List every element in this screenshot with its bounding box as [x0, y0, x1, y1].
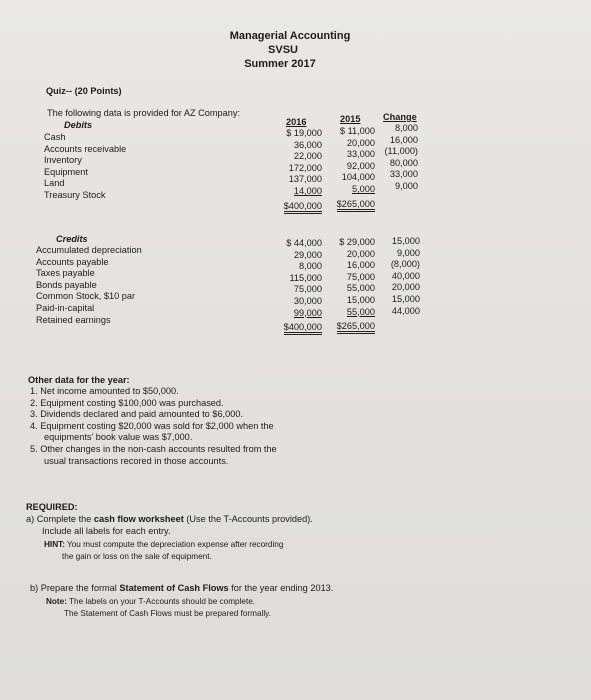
debit-label-treasury: Treasury Stock: [44, 189, 106, 200]
intro-text: The following data is provided for AZ Company:: [47, 108, 241, 118]
debit-2015-value: 104,000: [341, 172, 375, 183]
credit-2015-value: 75,000: [346, 271, 375, 282]
required-a-suffix: (Use the T-Accounts provided).: [183, 514, 313, 524]
debits-heading: Debits: [64, 120, 93, 130]
other-data-item-1: 1. Net income amounted to $50,000.: [30, 386, 179, 396]
credit-2015-value: 16,000: [346, 260, 375, 271]
debit-2015-value: $ 11,000: [339, 126, 375, 136]
required-b-bold: Statement of Cash Flows: [119, 583, 229, 593]
credits-2016-column: [262, 238, 322, 335]
required-a-line2: Include all labels for each entry.: [42, 526, 171, 536]
credit-2015-value: 15,000: [346, 294, 375, 305]
credit-2015-value: 55,000: [346, 283, 375, 294]
other-data-item-5-cont: usual transactions recored in those accounts.: [44, 456, 229, 466]
required-b: [30, 583, 333, 595]
credit-change-value: (8,000): [390, 259, 420, 270]
debit-2016-value: 14,000: [293, 185, 322, 196]
other-data-item-5: 5. Other changes in the non-cash accounts resulted from the: [30, 444, 277, 454]
required-a-prefix: a) Complete the: [26, 514, 94, 524]
debit-2015-value: 5,000: [352, 183, 375, 194]
col-change-header: Change: [383, 112, 417, 122]
credit-label-ap: Accounts payable: [36, 256, 109, 267]
col-2015-header: 2015: [340, 114, 361, 124]
debit-2015-value: 92,000: [346, 160, 375, 171]
debits-total-2015: $265,000: [337, 199, 375, 212]
other-data-item-4-cont: equipments' book value was $7,000.: [44, 432, 193, 442]
debit-label-land: Land: [44, 178, 65, 189]
school-name: SVSU: [268, 44, 298, 56]
debit-change-value: (11,000): [384, 146, 418, 157]
credit-2016-value: 115,000: [289, 272, 322, 283]
debit-label-cash: Cash: [44, 132, 66, 142]
credit-label-pic: Paid-in-capital: [36, 302, 95, 313]
credit-change-value: 40,000: [391, 270, 420, 281]
debits-2015-column: [318, 126, 375, 212]
required-a-bold: cash flow worksheet: [93, 514, 184, 524]
credit-label-accum-dep: Accumulated depreciation: [36, 245, 142, 255]
debit-2016-value: $ 19,000: [286, 128, 322, 138]
credits-labels: [36, 245, 142, 326]
debit-2016-value: 137,000: [288, 174, 322, 185]
debits-total-2016: $400,000: [284, 201, 322, 214]
debit-change-value: 8,000: [395, 123, 418, 133]
debit-2016-value: 36,000: [293, 139, 322, 150]
term: Summer 2017: [244, 58, 316, 70]
hint-label: HINT:: [44, 540, 65, 549]
credit-2015-value: $ 29,000: [339, 237, 375, 247]
credit-label-re: Retained earnings: [36, 314, 111, 325]
debit-change-value: 33,000: [389, 169, 418, 180]
debit-2016-value: 22,000: [293, 151, 322, 162]
credits-change-column: [378, 236, 420, 317]
credit-2016-value: 99,000: [293, 307, 322, 318]
credits-total-2016: $400,000: [284, 322, 322, 335]
credit-change-value: 15,000: [391, 293, 420, 304]
note-text: The labels on your T-Accounts should be complete.: [66, 597, 256, 606]
debit-label-equipment: Equipment: [44, 166, 88, 177]
credits-total-2015: $265,000: [337, 321, 375, 334]
other-data-item-3: 3. Dividends declared and paid amounted to $6,000.: [30, 409, 243, 419]
hint: [44, 539, 283, 551]
debit-change-value: 80,000: [389, 157, 418, 168]
credit-change-value: 44,000: [391, 305, 420, 316]
other-data-heading: Other data for the year:: [28, 375, 130, 385]
required-b-suffix: for the year ending 2013.: [228, 583, 334, 593]
required-a: [26, 514, 313, 526]
credit-label-common-stock: Common Stock, $10 par: [36, 291, 136, 302]
hint-text: You must compute the depreciation expense after recording: [64, 540, 284, 549]
credits-heading: Credits: [56, 234, 88, 244]
credits-2015-column: [318, 237, 375, 334]
col-2016-header: 2016: [286, 117, 307, 127]
note-line2: The Statement of Cash Flows must be prepared formally.: [64, 609, 271, 618]
other-data-item-4: 4. Equipment costing $20,000 was sold for $2,000 when the: [30, 421, 274, 431]
other-data-item-2: 2. Equipment costing $100,000 was purchased.: [30, 398, 224, 408]
debit-2016-value: 172,000: [288, 162, 322, 173]
quiz-title: Quiz-- (20 Points): [46, 86, 122, 96]
credit-2016-value: 29,000: [293, 249, 322, 260]
credit-2016-value: 30,000: [293, 295, 322, 306]
credit-2015-value: 20,000: [346, 248, 375, 259]
hint-line2: the gain or loss on the sale of equipment.: [62, 552, 212, 561]
credit-2015-value: 55,000: [346, 306, 375, 317]
debit-label-inventory: Inventory: [44, 155, 82, 166]
debits-change-column: [376, 123, 418, 193]
credit-change-value: 15,000: [391, 236, 420, 246]
debit-change-value: 16,000: [389, 134, 418, 145]
debit-2015-value: 33,000: [346, 149, 375, 160]
credit-label-taxes: Taxes payable: [36, 268, 95, 279]
debit-change-value: 9,000: [395, 180, 418, 191]
credit-change-value: 20,000: [391, 282, 420, 293]
required-heading: REQUIRED:: [26, 502, 78, 512]
note-label: Note:: [46, 597, 67, 606]
debits-labels: [44, 132, 126, 202]
credit-2016-value: $ 44,000: [286, 238, 322, 248]
course-title: Managerial Accounting: [229, 30, 351, 42]
debits-2016-column: [262, 128, 322, 214]
note: [46, 596, 255, 608]
required-b-prefix: b) Prepare the formal: [30, 583, 120, 593]
credit-2016-value: 8,000: [299, 261, 322, 272]
debit-2015-value: 20,000: [346, 137, 375, 148]
credit-change-value: 9,000: [397, 247, 420, 258]
credit-label-bonds: Bonds payable: [36, 279, 97, 290]
debit-label-ar: Accounts receivable: [44, 143, 127, 154]
credit-2016-value: 75,000: [293, 284, 322, 295]
